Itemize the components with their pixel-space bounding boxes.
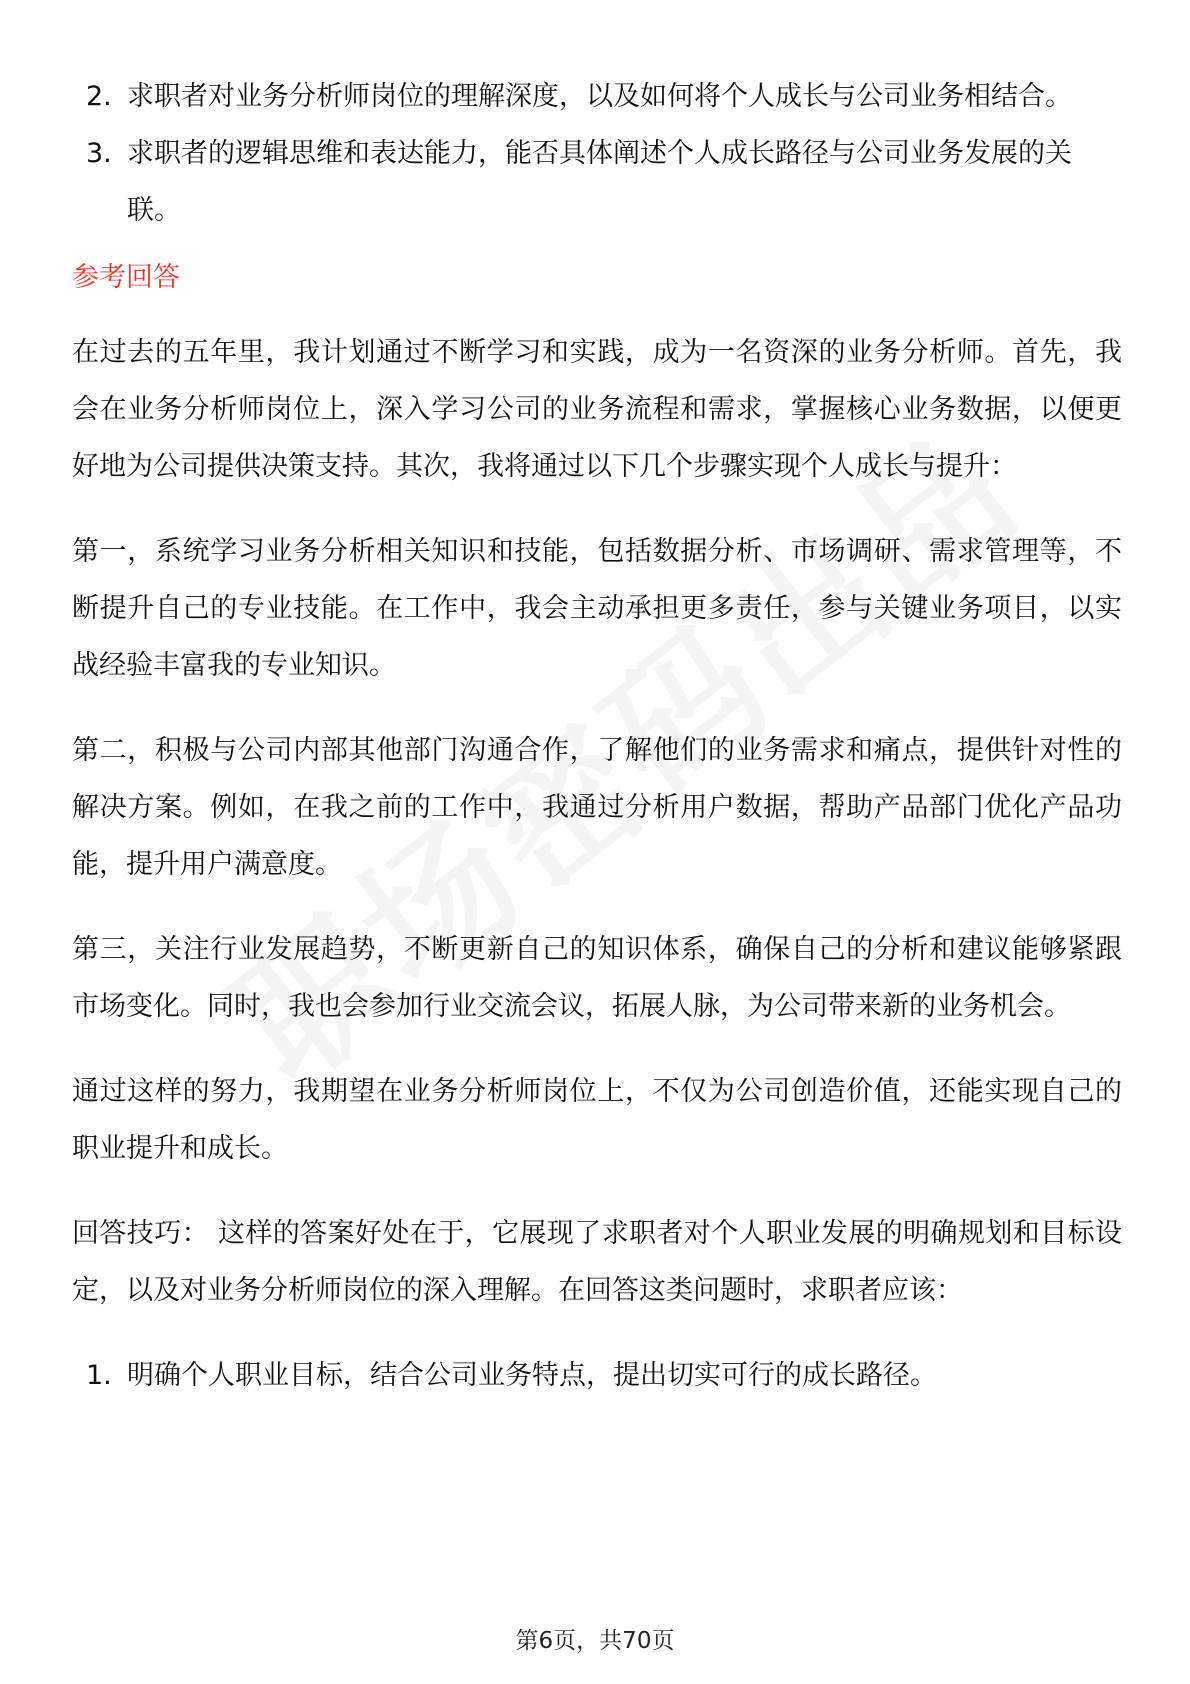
list-item-text: 明确个人职业目标，结合公司业务特点，提出切实可行的成长路径。	[127, 1360, 937, 1391]
list-item-text: 求职者的逻辑思维和表达能力，能否具体阐述个人成长路径与公司业务发展的关联。	[127, 138, 1072, 226]
list-item-number: 2.	[86, 81, 112, 112]
criteria-list	[72, 68, 1122, 239]
paragraph-third: 第三，关注行业发展趋势，不断更新自己的知识体系，确保自己的分析和建议能够紧跟市场变化。同时，我也会参加行业交流会议，拓展人脉，为公司带来新的业务机会。	[72, 934, 1122, 1022]
paragraph-first: 第一，系统学习业务分析相关知识和技能，包括数据分析、市场调研、需求管理等，不断提升自己的专业技能。在工作中，我会主动承担更多责任，参与关键业务项目，以实战经验丰富我的专业知识。	[72, 536, 1122, 681]
list-item	[72, 68, 1122, 125]
list-item	[72, 1347, 1122, 1404]
paragraph-tips: 回答技巧： 这样的答案好处在于，它展现了求职者对个人职业发展的明确规划和目标设定，以及对业务分析师岗位的深入理解。在回答这类问题时，求职者应该：	[72, 1218, 1122, 1306]
page-footer: 第6页，共70页	[515, 1628, 675, 1654]
paragraph-second: 第二，积极与公司内部其他部门沟通合作，了解他们的业务需求和痛点，提供针对性的解决方案。例如，在我之前的工作中，我通过分析用户数据，帮助产品部门优化产品功能，提升用户满意度。	[72, 735, 1122, 880]
list-item-text: 求职者对业务分析师岗位的理解深度，以及如何将个人成长与公司业务相结合。	[127, 81, 1072, 112]
paragraph-conclusion: 通过这样的努力，我期望在业务分析师岗位上，不仅为公司创造价值，还能实现自己的职业提升和成长。	[72, 1076, 1122, 1164]
tips-list	[72, 1347, 1122, 1404]
list-item-number: 1.	[86, 1360, 112, 1391]
document-body	[72, 68, 1122, 1404]
list-item	[72, 125, 1122, 239]
paragraph-intro: 在过去的五年里，我计划通过不断学习和实践，成为一名资深的业务分析师。首先，我会在业务分析师岗位上，深入学习公司的业务流程和需求，掌握核心业务数据，以便更好地为公司提供决策支持。其次，我将通过以下几个步骤实现个人成长与提升：	[72, 337, 1122, 482]
list-item-number: 3.	[86, 138, 112, 169]
section-title: 参考回答	[72, 262, 180, 293]
